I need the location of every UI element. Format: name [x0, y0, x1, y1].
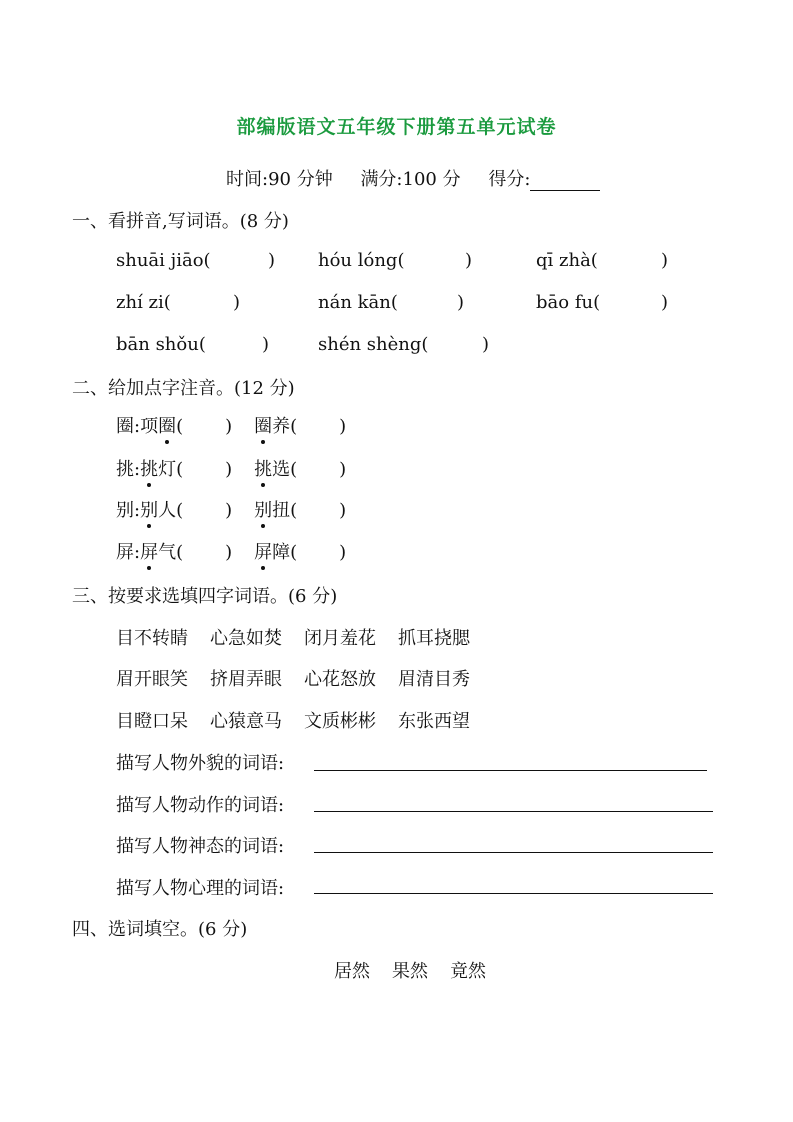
word-option: 挤眉弄眼 — [210, 669, 282, 690]
word-bank-row — [116, 665, 492, 691]
answer-paren-open: ( — [290, 500, 298, 521]
answer-line-expression[interactable] — [314, 852, 713, 853]
exam-title: 部编版语文五年级下册第五单元试卷 — [236, 116, 557, 138]
answer-paren-open: ( — [290, 542, 298, 563]
answer-paren-open: ( — [176, 416, 184, 437]
pinyin-text: zhí zi( — [116, 292, 171, 313]
answer-paren-close: ) — [661, 292, 669, 313]
section-4-heading: 四、选词填空。(6 分) — [72, 919, 248, 940]
pinyin-text: shuāi jiāo( — [116, 250, 211, 271]
word-char: 别 — [254, 496, 272, 522]
pinyin-item — [536, 250, 598, 271]
prompt-appearance: 描写人物外貌的词语: — [116, 753, 285, 774]
word-char: 扭 — [272, 500, 291, 521]
fill-word-options — [334, 957, 508, 983]
pinyin-item — [536, 292, 600, 313]
score-label — [488, 169, 622, 190]
pinyin-text: hóu lóng( — [318, 250, 405, 271]
annotate-row — [116, 496, 346, 522]
answer-paren-close: ) — [339, 542, 347, 563]
pinyin-item — [318, 334, 428, 355]
exam-meta — [226, 165, 644, 191]
answer-paren-close: ) — [482, 334, 490, 355]
answer-paren-close: ) — [225, 416, 233, 437]
word-char: 项 — [140, 416, 159, 437]
target-char: 别: — [116, 500, 141, 521]
word-option: 闭月羞花 — [304, 628, 376, 649]
word-char: 别 — [140, 496, 158, 522]
pinyin-item — [318, 250, 404, 271]
answer-paren-open: ( — [176, 542, 184, 563]
answer-paren-close: ) — [225, 459, 233, 480]
target-char: 圈: — [116, 416, 141, 437]
answer-line-action[interactable] — [314, 811, 713, 812]
answer-paren-close: ) — [262, 334, 270, 355]
pinyin-text: bān shǒu( — [116, 334, 206, 355]
annotate-row — [116, 412, 346, 438]
pinyin-item — [116, 292, 171, 313]
word-option: 心急如焚 — [210, 628, 282, 649]
word-option: 居然 — [334, 961, 370, 982]
pinyin-item — [116, 334, 206, 355]
section-1-heading: 一、看拼音,写词语。(8 分) — [72, 211, 289, 232]
answer-paren-close: ) — [339, 459, 347, 480]
word-option: 竟然 — [450, 961, 486, 982]
word-char: 屏 — [140, 538, 158, 564]
answer-paren-close: ) — [339, 500, 347, 521]
word-char: 挑 — [140, 455, 158, 481]
word-option: 心花怒放 — [304, 669, 376, 690]
word-option: 抓耳挠腮 — [398, 628, 470, 649]
word-option: 心猿意马 — [210, 711, 282, 732]
word-option: 目不转睛 — [116, 628, 188, 649]
score-blank[interactable] — [530, 172, 600, 191]
target-char: 屏: — [116, 542, 141, 563]
word-char: 障 — [272, 542, 291, 563]
answer-paren-close: ) — [661, 250, 669, 271]
answer-paren-open: ( — [290, 459, 298, 480]
answer-paren-open: ( — [290, 416, 298, 437]
pinyin-item — [116, 250, 211, 271]
target-char: 挑: — [116, 459, 141, 480]
word-char: 选 — [272, 459, 291, 480]
word-char: 挑 — [254, 455, 272, 481]
annotate-row — [116, 538, 346, 564]
annotate-row — [116, 455, 346, 481]
score-label-text: 得分: — [488, 169, 531, 190]
prompt-expression: 描写人物神态的词语: — [116, 836, 285, 857]
pinyin-text: nán kān( — [318, 292, 398, 313]
word-option: 东张西望 — [398, 711, 470, 732]
word-bank-row — [116, 624, 492, 650]
word-option: 果然 — [392, 961, 428, 982]
pinyin-text: qī zhà( — [536, 250, 598, 271]
word-char: 养 — [272, 416, 291, 437]
section-2-heading: 二、给加点字注音。(12 分) — [72, 378, 295, 399]
full-score: 满分:100 分 — [360, 169, 461, 190]
word-char: 圈 — [254, 412, 272, 438]
prompt-action: 描写人物动作的词语: — [116, 795, 285, 816]
time-limit: 时间:90 分钟 — [226, 169, 333, 190]
answer-paren-close: ) — [268, 250, 276, 271]
pinyin-text: shén shèng( — [318, 334, 429, 355]
word-char: 灯 — [158, 459, 177, 480]
word-option: 目瞪口呆 — [116, 711, 188, 732]
section-3-heading: 三、按要求选填四字词语。(6 分) — [72, 586, 338, 607]
word-option: 眉开眼笑 — [116, 669, 188, 690]
word-char: 屏 — [254, 538, 272, 564]
answer-paren-close: ) — [233, 292, 241, 313]
answer-paren-close: ) — [339, 416, 347, 437]
word-char: 人 — [158, 500, 177, 521]
answer-paren-close: ) — [457, 292, 465, 313]
answer-line-psychology[interactable] — [314, 893, 713, 894]
pinyin-text: bāo fu( — [536, 292, 601, 313]
answer-paren-close: ) — [225, 500, 233, 521]
answer-paren-open: ( — [176, 459, 184, 480]
answer-paren-close: ) — [465, 250, 473, 271]
word-option: 眉清目秀 — [398, 669, 470, 690]
word-char: 气 — [158, 542, 177, 563]
answer-paren-close: ) — [225, 542, 233, 563]
word-char: 圈 — [158, 412, 176, 438]
word-option: 文质彬彬 — [304, 711, 376, 732]
pinyin-item — [318, 292, 398, 313]
answer-paren-open: ( — [176, 500, 184, 521]
prompt-psychology: 描写人物心理的词语: — [116, 878, 285, 899]
answer-line-appearance[interactable] — [314, 770, 707, 771]
word-bank-row — [116, 707, 492, 733]
